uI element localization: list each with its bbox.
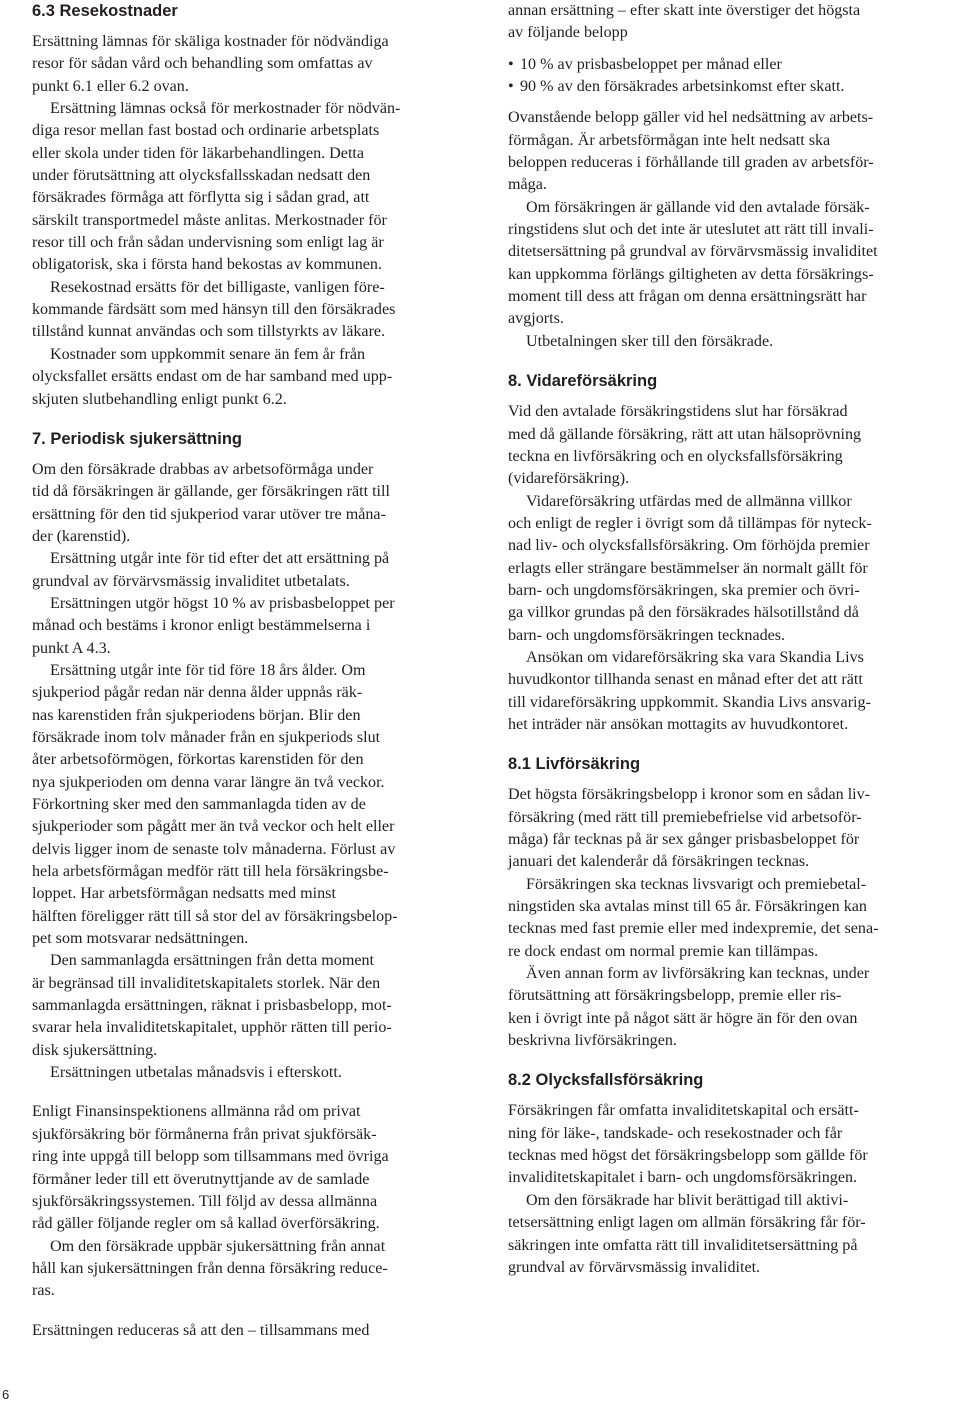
text-line: under förutsättning att olycksfallsskadan nedsatt den	[32, 167, 371, 185]
text-line: grundval av förvärvsmässig invaliditet.	[508, 1258, 761, 1276]
text-line: tillstånd kunnat användas och som tillstyrkts av läkare.	[32, 323, 386, 341]
text-line: Ersättningen utbetalas månadsvis i efterskott.	[50, 1064, 342, 1082]
page-number: 6	[2, 1387, 10, 1402]
text-line: moment till dess att frågan om denna ersättningsrätt har	[508, 288, 867, 306]
text-line: Försäkringen ska tecknas livsvarigt och premiebetal-	[526, 875, 867, 893]
section-8-1-body	[508, 784, 952, 1052]
text-line: måga.	[508, 176, 547, 194]
continued-paragraph	[508, 0, 952, 45]
section-8-2-body	[508, 1100, 952, 1279]
text-line: tecknas med fast premie eller med indexpremie, det sena-	[508, 920, 879, 938]
text-line: nya sjukperioden om denna varar längre än två veckor.	[32, 773, 385, 791]
text-line: Enligt Finansinspektionens allmänna råd om privat	[32, 1103, 361, 1121]
text-line: Ersättning lämnas också för merkostnader för nödvän-	[50, 100, 401, 118]
text-line: Ersättningen utgör högst 10 % av prisbasbeloppet per	[50, 594, 395, 612]
text-line: Om försäkringen är gällande vid den avtalade försäk-	[526, 198, 870, 216]
section-7-body	[32, 459, 482, 1085]
text-line: Om den försäkrade har blivit berättigad till aktivi-	[526, 1191, 849, 1209]
text-line: måga) får tecknas på är sex gånger prisbasbeloppet för	[508, 831, 860, 848]
text-line: eller skola under tiden för läkarbehandlingen. Detta	[32, 144, 365, 162]
text-line: nas karenstiden från sjukperiodens början. Blir den	[32, 706, 361, 724]
text-line: resor för sådan vård och behandling som omfattas av	[32, 55, 373, 73]
bullet-item: • 10 % av prisbasbeloppet per månad eller	[508, 54, 952, 76]
text-line: sjukperioder som pågått mer än två veckor och helt eller	[32, 818, 395, 836]
text-line: delvis ligger inom de senaste tolv månaderna. Förlust av	[32, 840, 396, 858]
text-line: avgjorts.	[508, 310, 564, 328]
heading-8-vidareforsakring: 8. Vidareförsäkring	[508, 372, 658, 391]
text-line: teckna en livförsäkring och en olycksfallsförsäkring	[508, 447, 843, 465]
heading-6-3-resekostnader: 6.3 Resekostnader	[32, 2, 178, 20]
text-line: tecknas med högst det försäkringsbelopp som gällde för	[508, 1147, 868, 1165]
text-line: Det högsta försäkringsbelopp i kronor som en sådan liv-	[508, 786, 871, 804]
text-line: Kostnader som uppkommit senare än fem år från	[50, 345, 366, 363]
text-line: ersättning för den tid sjukperiod varar utöver tre måna-	[32, 505, 386, 523]
text-line: kan uppkomma förlängs giltigheten av detta försäkrings-	[508, 265, 874, 283]
text-line: Vidareförsäkring utfärdas med de allmänna villkor	[526, 492, 852, 510]
text-line: re dock endast om normal premie kan tillämpas.	[508, 942, 819, 960]
text-line: Ovanstående belopp gäller vid hel nedsättning av arbets-	[508, 109, 874, 127]
right-column	[508, 0, 952, 1279]
text-line: resor till och från sådan undervisning som enligt lag är	[32, 234, 384, 252]
text-line: sjukförsäkringssystemen. Till följd av dessa allmänna	[32, 1192, 378, 1210]
text-line: beloppen reduceras i förhållande till graden av arbetsför-	[508, 154, 874, 172]
text-line: ning för läke-, tandskade- och resekostnader och får	[508, 1124, 843, 1142]
section-8-body	[508, 401, 952, 736]
text-line: skjuten slutbehandling enligt punkt 6.2.	[32, 390, 287, 408]
text-line: tid då försäkringen är gällande, ger försäkringen rätt till	[32, 483, 390, 501]
text-line: förmågan. Är arbetsförmågan inte helt nedsatt ska	[508, 131, 831, 149]
text-line: ras.	[32, 1282, 55, 1300]
text-line: annan ersättning – efter skatt inte överstiger det högsta	[508, 2, 861, 19]
text-line: hälften föreligger rätt till så stor del av försäkringsbelop-	[32, 907, 398, 925]
heading-7-periodisk-sjukersattning: 7. Periodisk sjukersättning	[32, 429, 242, 448]
text-line: Även annan form av livförsäkring kan tecknas, under	[526, 965, 870, 983]
text-line: sammanlagda ersättningen, räknat i prisbasbelopp, mot-	[32, 997, 392, 1015]
text-line: ditetsersättning på grundval av förvärvsmässig invaliditet	[508, 243, 878, 261]
text-line: Den sammanlagda ersättningen från detta moment	[50, 952, 374, 970]
reduction-rules-paragraph	[508, 107, 952, 353]
section-6-3-body	[32, 31, 482, 411]
text-line: Ersättning utgår inte för tid före 18 års ålder. Om	[50, 661, 366, 679]
text-line: loppet. Har arbetsförmågan nedsatts med minst	[32, 885, 336, 903]
text-line: Förkortning sker med den sammanlagda tiden av de	[32, 796, 366, 813]
text-line: särskilt transportmedel måste anlitas. Merkostnader för	[32, 211, 387, 229]
text-line: med då gällande försäkring, rätt att utan hälsoprövning	[508, 425, 862, 443]
text-line: svarar hela invaliditetskapitalet, upphör rätten till perio-	[32, 1019, 392, 1037]
text-line: Ersättning utgår inte för tid efter det att ersättning på	[50, 550, 390, 568]
heading-8-2-olycksfallsforsakring: 8.2 Olycksfallsförsäkring	[508, 1071, 704, 1090]
text-line: är begränsad till invaliditetskapitalets storlek. När den	[32, 974, 381, 992]
text-line: och enligt de regler i övrigt som då tillämpas för nyteck-	[508, 514, 872, 532]
text-line: till vidareförsäkring uppkommit. Skandia Livs ansvarig-	[508, 693, 871, 711]
text-line: barn- och ungdomsförsäkringen tecknades.	[508, 626, 786, 644]
text-line: invaliditetskapitalet i barn- och ungdomsförsäkringen.	[508, 1169, 858, 1187]
text-line: sjukförsäkring bör förmånerna från privat sjukförsäk-	[32, 1125, 377, 1143]
text-line: pet som motsvarar nedsättningen.	[32, 930, 249, 948]
reduction-line: Ersättningen reduceras så att den – tillsammans med	[32, 1321, 370, 1339]
text-line: försäkrades förmåga att förflytta sig i sådan grad, att	[32, 189, 370, 207]
text-line: punkt 6.1 eller 6.2 ovan.	[32, 77, 189, 95]
text-line: ga villkor grundas på den försäkrades hälsotillstånd då	[508, 604, 859, 622]
text-line: disk sjukersättning.	[32, 1041, 158, 1059]
text-line: ringstidens slut och det inte är uteslutet att rätt till invali-	[508, 221, 874, 239]
text-line: barn- och ungdomsförsäkringen, ska premier och övri-	[508, 581, 860, 599]
text-line: åter arbetsoförmögen, förkortas karenstiden för den	[32, 751, 364, 769]
text-line: Utbetalningen sker till den försäkrade.	[526, 332, 774, 350]
text-line: der (karenstid).	[32, 527, 131, 545]
text-line: diga resor mellan fast bostad och ordinarie arbetsplats	[32, 122, 380, 140]
text-line: grundval av förvärvsmässig invaliditet utbetalats.	[32, 572, 350, 590]
text-line: Om den försäkrade uppbär sjukersättning från annat	[50, 1237, 386, 1255]
bullet-item: • 90 % av den försäkrades arbetsinkomst efter skatt.	[508, 76, 952, 98]
bullet-icon: •	[508, 55, 514, 73]
text-line: Försäkringen får omfatta invaliditetskapital och ersätt-	[508, 1102, 859, 1120]
finansinspektionen-paragraph	[32, 1101, 482, 1302]
text-line: ring inte uppgå till belopp som tillsammans med övriga	[32, 1148, 389, 1166]
text-line: förutsättning att försäkringsbelopp, premie eller ris-	[508, 987, 842, 1005]
text-line: januari det kalenderår då försäkringen tecknas.	[508, 853, 810, 871]
text-line: Resekostnad ersätts för det billigaste, vanligen före-	[50, 278, 385, 296]
text-line: punkt A 4.3.	[32, 639, 111, 657]
text-line: huvudkontor tillhanda senast en månad efter det att rätt	[508, 671, 863, 689]
text-line: erlagts eller strängare bestämmelser än normalt gällt för	[508, 559, 868, 577]
text-line: Ansökan om vidareförsäkring ska vara Skandia Livs	[526, 648, 864, 666]
text-line: Ersättning lämnas för skäliga kostnader för nödvändiga	[32, 33, 389, 50]
text-line: säkringen inte omfatta rätt till invaliditetsersättning på	[508, 1236, 858, 1254]
text-line: råd gäller följande regler om så kallad överförsäkring.	[32, 1215, 380, 1233]
text-line: ningstiden ska avtalas minst till 65 år. Försäkringen kan	[508, 898, 867, 916]
text-line: sjukperiod pågår redan när denna ålder uppnås räk-	[32, 684, 363, 702]
text-line: beskrivna livförsäkringen.	[508, 1032, 677, 1050]
text-line: ken i övrigt inte på något sätt är högre än för den ovan	[508, 1009, 858, 1027]
left-column	[32, 0, 482, 1342]
text-line: månad och bestäms i kronor enligt bestämmelserna i	[32, 617, 371, 635]
text-line: olycksfallet ersätts endast om de har samband med upp-	[32, 368, 393, 386]
text-line: Vid den avtalade försäkringstidens slut har försäkrad	[508, 403, 848, 421]
bullet-list	[508, 54, 952, 99]
text-line: förmåner leder till ett överutnyttjande av de samlade	[32, 1170, 370, 1188]
text-line: försäkring (med rätt till premiebefrielse vid arbetsoför-	[508, 808, 862, 826]
text-line: obligatorisk, ska i första hand bekostas av kommunen.	[32, 256, 382, 274]
text-line: het inträder när ansökan mottagits av huvudkontoret.	[508, 715, 849, 733]
heading-8-1-livforsakring: 8.1 Livförsäkring	[508, 755, 641, 774]
text-line: tetsersättning enligt lagen om allmän försäkring får för-	[508, 1214, 866, 1232]
text-line: hela arbetsförmågan medför rätt till hela försäkringsbe-	[32, 863, 389, 881]
text-line: (vidareförsäkring).	[508, 470, 630, 488]
text-line: försäkrade inom tolv månader från en sjukperiods slut	[32, 728, 381, 746]
text-line: nad liv- och olycksfallsförsäkring. Om förhöjda premier	[508, 537, 870, 555]
text-line: håll kan sjukersättningen från denna försäkring reduce-	[32, 1259, 388, 1277]
bullet-icon: •	[508, 78, 514, 96]
text-line: av följande belopp	[508, 24, 628, 42]
text-line: kommande färdsätt som med hänsyn till den försäkrades	[32, 301, 396, 319]
text-line: Om den försäkrade drabbas av arbetsoförmåga under	[32, 460, 374, 478]
